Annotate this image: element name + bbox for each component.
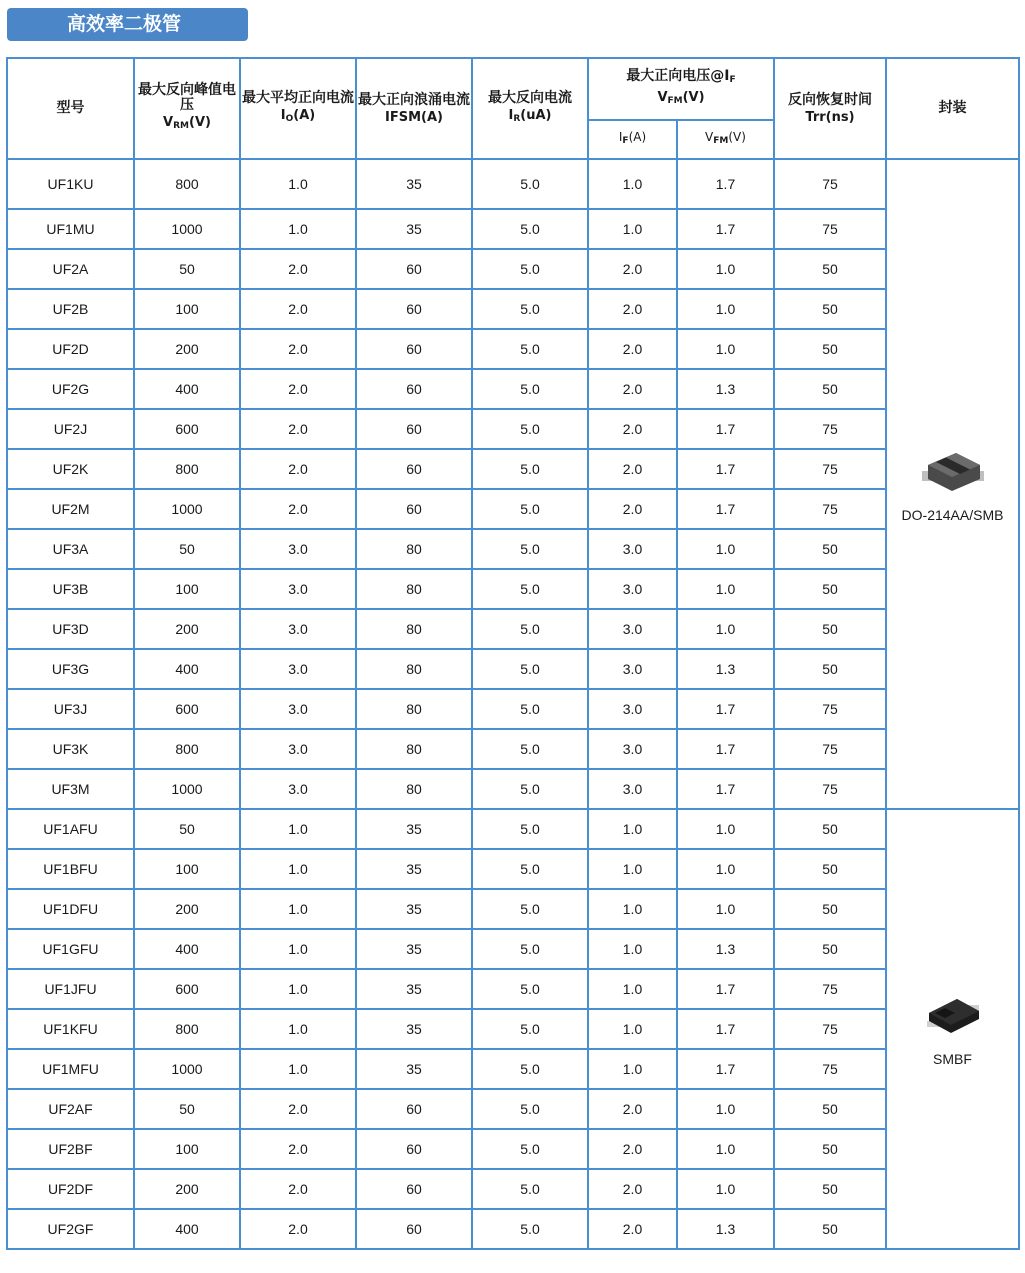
cell-vfm: 1.0 — [677, 809, 774, 849]
table-row — [7, 449, 1019, 489]
cell-ir: 5.0 — [472, 209, 588, 249]
page-title: 高效率二极管 — [7, 8, 248, 41]
cell-io: 1.0 — [240, 209, 356, 249]
cell-ir: 5.0 — [472, 689, 588, 729]
cell-if: 3.0 — [588, 569, 677, 609]
cell-vrm: 1000 — [134, 489, 240, 529]
cell-model: UF3M — [7, 769, 134, 809]
cell-trr: 50 — [774, 929, 886, 969]
cell-io: 1.0 — [240, 849, 356, 889]
cell-io: 3.0 — [240, 529, 356, 569]
cell-model: UF1BFU — [7, 849, 134, 889]
cell-ir: 5.0 — [472, 969, 588, 1009]
cell-vfm: 1.0 — [677, 289, 774, 329]
cell-vrm: 800 — [134, 1009, 240, 1049]
cell-vrm: 600 — [134, 409, 240, 449]
cell-ir: 5.0 — [472, 889, 588, 929]
cell-if: 3.0 — [588, 689, 677, 729]
cell-model: UF3A — [7, 529, 134, 569]
cell-ifsm: 80 — [356, 769, 472, 809]
table-body — [7, 159, 1019, 1249]
table-row — [7, 809, 1019, 849]
cell-if: 3.0 — [588, 769, 677, 809]
header-trr — [774, 58, 886, 159]
cell-model: UF3D — [7, 609, 134, 649]
cell-io: 2.0 — [240, 409, 356, 449]
header-ir — [472, 58, 588, 159]
table-row — [7, 529, 1019, 569]
table-row — [7, 569, 1019, 609]
cell-ir: 5.0 — [472, 409, 588, 449]
cell-vrm: 800 — [134, 729, 240, 769]
cell-model: UF2AF — [7, 1089, 134, 1129]
cell-model: UF1KU — [7, 159, 134, 209]
cell-trr: 75 — [774, 689, 886, 729]
cell-ifsm: 80 — [356, 689, 472, 729]
cell-trr: 75 — [774, 449, 886, 489]
cell-ifsm: 60 — [356, 289, 472, 329]
cell-trr: 50 — [774, 849, 886, 889]
cell-io: 2.0 — [240, 329, 356, 369]
cell-model: UF3J — [7, 689, 134, 729]
cell-trr: 75 — [774, 489, 886, 529]
cell-ifsm: 60 — [356, 1209, 472, 1249]
cell-if: 2.0 — [588, 289, 677, 329]
cell-ifsm: 35 — [356, 1049, 472, 1089]
cell-io: 3.0 — [240, 649, 356, 689]
cell-trr: 75 — [774, 159, 886, 209]
cell-io: 2.0 — [240, 369, 356, 409]
cell-ifsm: 60 — [356, 329, 472, 369]
cell-ir: 5.0 — [472, 329, 588, 369]
cell-model: UF1DFU — [7, 889, 134, 929]
cell-ifsm: 80 — [356, 649, 472, 689]
cell-trr: 75 — [774, 209, 886, 249]
table-row — [7, 1129, 1019, 1169]
cell-vfm: 1.7 — [677, 489, 774, 529]
package-cell — [886, 809, 1019, 1249]
header-ifsm-symbol: IFSM(A) — [385, 109, 443, 125]
table-row — [7, 489, 1019, 529]
header-ir-label: 最大反向电流 — [488, 89, 572, 106]
cell-vfm: 1.0 — [677, 609, 774, 649]
cell-io: 2.0 — [240, 1089, 356, 1129]
header-vrm — [134, 58, 240, 159]
table-row — [7, 289, 1019, 329]
cell-model: UF2G — [7, 369, 134, 409]
cell-io: 3.0 — [240, 769, 356, 809]
cell-ifsm: 60 — [356, 449, 472, 489]
header-vfm-symbol: $V_{FM}(V)$ — [657, 90, 705, 106]
cell-if: 1.0 — [588, 1049, 677, 1089]
cell-vfm: 1.3 — [677, 1209, 774, 1249]
table-row — [7, 209, 1019, 249]
cell-io: 1.0 — [240, 889, 356, 929]
cell-io: 2.0 — [240, 249, 356, 289]
cell-model: UF3K — [7, 729, 134, 769]
cell-io: 2.0 — [240, 1129, 356, 1169]
cell-vrm: 400 — [134, 929, 240, 969]
cell-trr: 50 — [774, 529, 886, 569]
cell-ifsm: 35 — [356, 929, 472, 969]
cell-vrm: 400 — [134, 369, 240, 409]
table-row — [7, 849, 1019, 889]
header-model: 型号 — [7, 58, 134, 159]
cell-model: UF2K — [7, 449, 134, 489]
cell-trr: 75 — [774, 409, 886, 449]
cell-trr: 50 — [774, 249, 886, 289]
cell-vfm: 1.0 — [677, 529, 774, 569]
cell-io: 3.0 — [240, 609, 356, 649]
header-trr-label: 反向恢复时间 — [788, 91, 872, 108]
cell-io: 2.0 — [240, 1209, 356, 1249]
cell-vfm: 1.7 — [677, 159, 774, 209]
cell-vfm: 1.7 — [677, 209, 774, 249]
cell-trr: 75 — [774, 1009, 886, 1049]
cell-vrm: 800 — [134, 449, 240, 489]
table-row — [7, 769, 1019, 809]
smb-package-icon — [887, 445, 1018, 497]
cell-model: UF2B — [7, 289, 134, 329]
cell-if: 2.0 — [588, 1209, 677, 1249]
spec-table — [6, 57, 1020, 1250]
cell-io: 1.0 — [240, 1009, 356, 1049]
cell-if: 2.0 — [588, 369, 677, 409]
cell-if: 2.0 — [588, 1169, 677, 1209]
cell-io: 3.0 — [240, 689, 356, 729]
cell-vfm: 1.7 — [677, 1009, 774, 1049]
cell-io: 2.0 — [240, 289, 356, 329]
cell-trr: 50 — [774, 649, 886, 689]
table-row — [7, 409, 1019, 449]
table-row — [7, 649, 1019, 689]
cell-if: 1.0 — [588, 929, 677, 969]
smbf-package-icon — [887, 991, 1018, 1041]
cell-io: 2.0 — [240, 449, 356, 489]
cell-model: UF3G — [7, 649, 134, 689]
cell-trr: 50 — [774, 1169, 886, 1209]
cell-trr: 75 — [774, 969, 886, 1009]
cell-vfm: 1.0 — [677, 569, 774, 609]
cell-vrm: 200 — [134, 609, 240, 649]
table-row — [7, 1209, 1019, 1249]
cell-ifsm: 35 — [356, 969, 472, 1009]
cell-ir: 5.0 — [472, 1089, 588, 1129]
cell-if: 1.0 — [588, 889, 677, 929]
cell-io: 2.0 — [240, 1169, 356, 1209]
cell-model: UF1KFU — [7, 1009, 134, 1049]
cell-ifsm: 35 — [356, 889, 472, 929]
cell-if: 3.0 — [588, 729, 677, 769]
cell-if: 3.0 — [588, 529, 677, 569]
cell-ir: 5.0 — [472, 489, 588, 529]
package-cell — [886, 159, 1019, 809]
header-vrm-symbol: $V_{RM}(V)$ — [163, 115, 211, 131]
table-row — [7, 159, 1019, 209]
table-row — [7, 1049, 1019, 1089]
cell-ir: 5.0 — [472, 569, 588, 609]
cell-if: 1.0 — [588, 849, 677, 889]
cell-trr: 50 — [774, 1089, 886, 1129]
header-ifsm-label: 最大正向浪涌电流 — [358, 91, 470, 108]
cell-vfm: 1.7 — [677, 729, 774, 769]
table-row — [7, 929, 1019, 969]
cell-model: UF2J — [7, 409, 134, 449]
cell-ir: 5.0 — [472, 449, 588, 489]
cell-vrm: 400 — [134, 1209, 240, 1249]
cell-if: 2.0 — [588, 249, 677, 289]
cell-ifsm: 60 — [356, 1169, 472, 1209]
cell-model: UF2M — [7, 489, 134, 529]
cell-vfm: 1.7 — [677, 449, 774, 489]
cell-trr: 75 — [774, 729, 886, 769]
cell-trr: 50 — [774, 889, 886, 929]
cell-vrm: 100 — [134, 849, 240, 889]
table-row — [7, 1169, 1019, 1209]
cell-trr: 50 — [774, 329, 886, 369]
cell-ifsm: 60 — [356, 409, 472, 449]
cell-ir: 5.0 — [472, 249, 588, 289]
cell-ifsm: 35 — [356, 809, 472, 849]
cell-model: UF2D — [7, 329, 134, 369]
cell-if: 3.0 — [588, 609, 677, 649]
cell-if: 1.0 — [588, 969, 677, 1009]
cell-if: 1.0 — [588, 1009, 677, 1049]
cell-model: UF2GF — [7, 1209, 134, 1249]
cell-vfm: 1.7 — [677, 969, 774, 1009]
cell-vfm: 1.7 — [677, 409, 774, 449]
cell-vfm: 1.0 — [677, 889, 774, 929]
cell-model: UF2BF — [7, 1129, 134, 1169]
cell-trr: 75 — [774, 1049, 886, 1089]
cell-if: 2.0 — [588, 1089, 677, 1129]
cell-ifsm: 60 — [356, 1129, 472, 1169]
table-row — [7, 1089, 1019, 1129]
cell-vfm: 1.0 — [677, 329, 774, 369]
cell-model: UF1AFU — [7, 809, 134, 849]
cell-ir: 5.0 — [472, 289, 588, 329]
cell-vfm: 1.0 — [677, 1169, 774, 1209]
header-io-label: 最大平均正向电流 — [242, 89, 354, 106]
cell-ir: 5.0 — [472, 1209, 588, 1249]
cell-io: 1.0 — [240, 1049, 356, 1089]
cell-if: 1.0 — [588, 209, 677, 249]
cell-ifsm: 35 — [356, 209, 472, 249]
cell-trr: 50 — [774, 1129, 886, 1169]
header-io — [240, 58, 356, 159]
cell-io: 3.0 — [240, 729, 356, 769]
cell-vrm: 50 — [134, 809, 240, 849]
cell-vfm: 1.3 — [677, 649, 774, 689]
cell-vrm: 200 — [134, 889, 240, 929]
cell-ir: 5.0 — [472, 1049, 588, 1089]
cell-vrm: 100 — [134, 569, 240, 609]
cell-trr: 50 — [774, 569, 886, 609]
header-trr-symbol: Trr(ns) — [805, 109, 855, 125]
cell-ir: 5.0 — [472, 1009, 588, 1049]
header-package: 封装 — [886, 58, 1019, 159]
cell-ir: 5.0 — [472, 809, 588, 849]
package-label: DO-214AA/SMB — [901, 507, 1004, 523]
header-ifsm — [356, 58, 472, 159]
cell-vfm: 1.0 — [677, 1129, 774, 1169]
cell-if: 3.0 — [588, 649, 677, 689]
cell-vrm: 1000 — [134, 1049, 240, 1089]
cell-io: 1.0 — [240, 809, 356, 849]
header-vfm-value: $V_{FM}(V)$ — [677, 120, 774, 159]
cell-ifsm: 60 — [356, 1089, 472, 1129]
cell-ir: 5.0 — [472, 1169, 588, 1209]
table-row — [7, 249, 1019, 289]
cell-vfm: 1.3 — [677, 369, 774, 409]
cell-vfm: 1.7 — [677, 689, 774, 729]
header-vrm-label: 最大反向峰值电压 — [138, 82, 236, 113]
cell-vfm: 1.7 — [677, 1049, 774, 1089]
cell-vfm: 1.0 — [677, 849, 774, 889]
package-label: SMBF — [933, 1051, 972, 1067]
cell-model: UF2DF — [7, 1169, 134, 1209]
table-row — [7, 609, 1019, 649]
cell-ifsm: 35 — [356, 1009, 472, 1049]
header-vfm-label: 最大正向电压$@I_F$ — [626, 68, 736, 85]
table-row — [7, 729, 1019, 769]
cell-ir: 5.0 — [472, 609, 588, 649]
cell-trr: 50 — [774, 809, 886, 849]
header-vfm — [588, 58, 774, 120]
cell-ir: 5.0 — [472, 729, 588, 769]
cell-model: UF1MFU — [7, 1049, 134, 1089]
cell-if: 2.0 — [588, 409, 677, 449]
cell-ir: 5.0 — [472, 1129, 588, 1169]
cell-ifsm: 80 — [356, 569, 472, 609]
cell-ifsm: 60 — [356, 369, 472, 409]
cell-model: UF1JFU — [7, 969, 134, 1009]
cell-io: 1.0 — [240, 929, 356, 969]
table-row — [7, 889, 1019, 929]
cell-ir: 5.0 — [472, 929, 588, 969]
cell-if: 2.0 — [588, 329, 677, 369]
cell-vrm: 600 — [134, 689, 240, 729]
table-row — [7, 369, 1019, 409]
table-row — [7, 969, 1019, 1009]
cell-model: UF2A — [7, 249, 134, 289]
cell-ir: 5.0 — [472, 159, 588, 209]
cell-ifsm: 80 — [356, 529, 472, 569]
cell-ir: 5.0 — [472, 369, 588, 409]
cell-ifsm: 80 — [356, 729, 472, 769]
table-row — [7, 689, 1019, 729]
cell-ifsm: 80 — [356, 609, 472, 649]
cell-vrm: 100 — [134, 289, 240, 329]
cell-vrm: 400 — [134, 649, 240, 689]
cell-vrm: 800 — [134, 159, 240, 209]
cell-io: 3.0 — [240, 569, 356, 609]
header-if: $I_F(A)$ — [588, 120, 677, 159]
cell-ifsm: 60 — [356, 489, 472, 529]
cell-if: 2.0 — [588, 449, 677, 489]
cell-trr: 50 — [774, 289, 886, 329]
cell-model: UF3B — [7, 569, 134, 609]
cell-model: UF1MU — [7, 209, 134, 249]
cell-ir: 5.0 — [472, 849, 588, 889]
cell-vrm: 100 — [134, 1129, 240, 1169]
cell-vrm: 50 — [134, 249, 240, 289]
cell-io: 1.0 — [240, 969, 356, 1009]
cell-vrm: 200 — [134, 1169, 240, 1209]
cell-vrm: 1000 — [134, 209, 240, 249]
cell-vrm: 1000 — [134, 769, 240, 809]
cell-vrm: 50 — [134, 529, 240, 569]
header-ir-symbol: $I_R(uA)$ — [508, 107, 552, 124]
cell-ir: 5.0 — [472, 529, 588, 569]
header-io-symbol: $I_O(A)$ — [280, 107, 316, 124]
cell-vfm: 1.3 — [677, 929, 774, 969]
cell-model: UF1GFU — [7, 929, 134, 969]
cell-trr: 50 — [774, 369, 886, 409]
cell-vfm: 1.7 — [677, 769, 774, 809]
table-row — [7, 1009, 1019, 1049]
cell-vfm: 1.0 — [677, 1089, 774, 1129]
cell-trr: 50 — [774, 1209, 886, 1249]
cell-io: 1.0 — [240, 159, 356, 209]
cell-if: 1.0 — [588, 159, 677, 209]
cell-ifsm: 35 — [356, 159, 472, 209]
cell-ir: 5.0 — [472, 649, 588, 689]
cell-io: 2.0 — [240, 489, 356, 529]
cell-ifsm: 35 — [356, 849, 472, 889]
cell-ifsm: 60 — [356, 249, 472, 289]
cell-vfm: 1.0 — [677, 249, 774, 289]
cell-vrm: 200 — [134, 329, 240, 369]
cell-trr: 75 — [774, 769, 886, 809]
cell-if: 2.0 — [588, 489, 677, 529]
cell-if: 1.0 — [588, 809, 677, 849]
table-row — [7, 329, 1019, 369]
cell-if: 2.0 — [588, 1129, 677, 1169]
cell-vrm: 50 — [134, 1089, 240, 1129]
cell-trr: 50 — [774, 609, 886, 649]
cell-ir: 5.0 — [472, 769, 588, 809]
cell-vrm: 600 — [134, 969, 240, 1009]
